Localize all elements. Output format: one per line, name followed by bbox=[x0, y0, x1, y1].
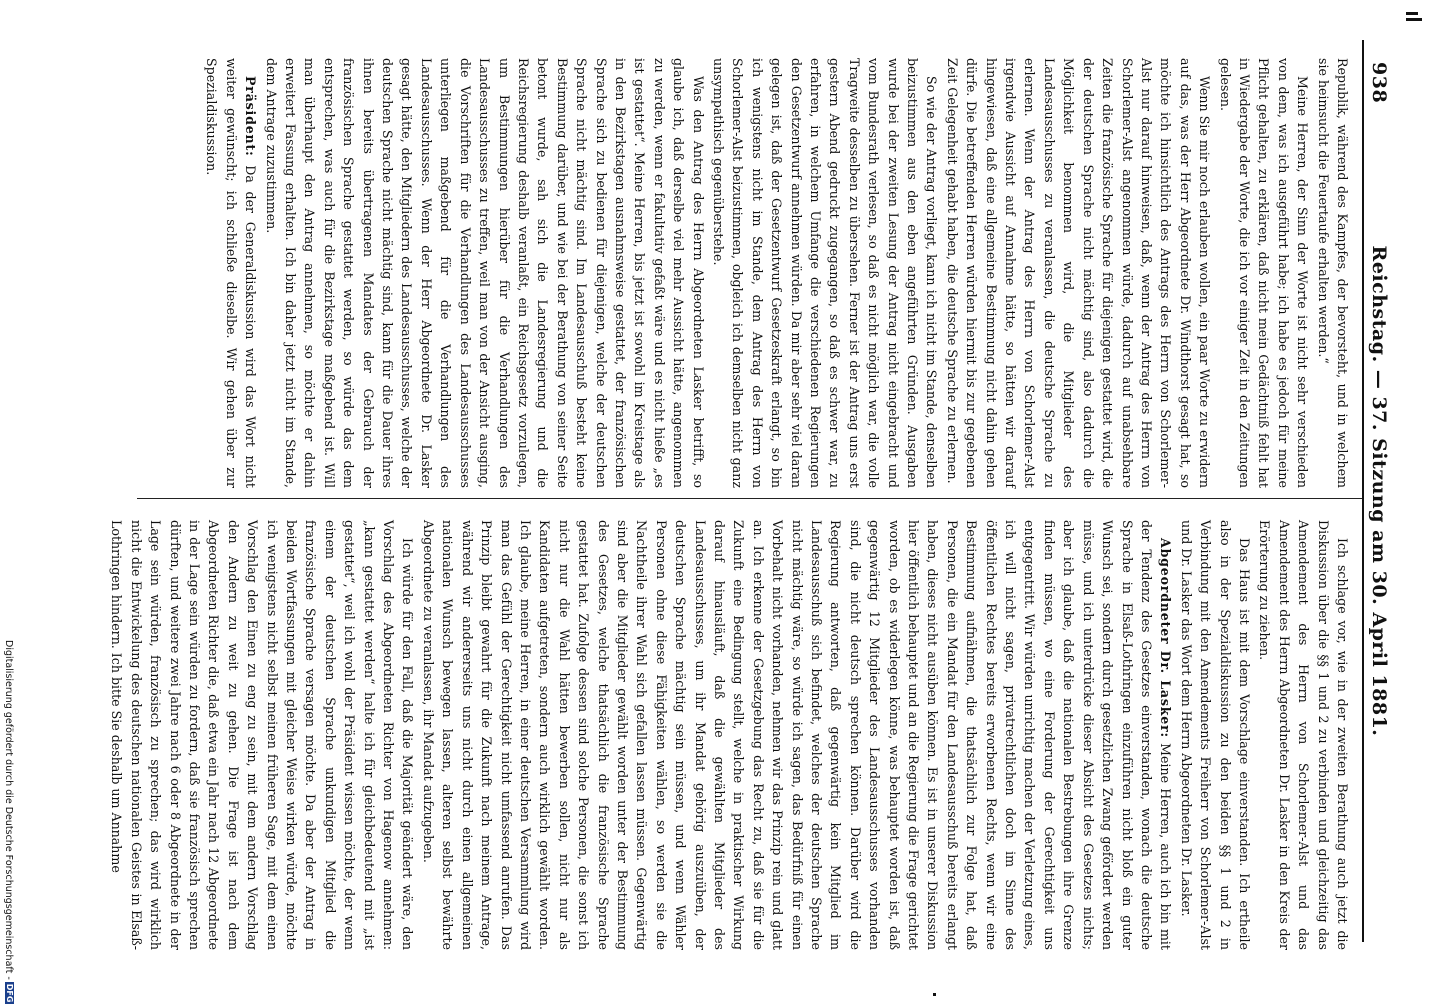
scan-mark bbox=[1406, 18, 1422, 21]
paragraph: Ich würde für den Fall, daß die Majorität geändert wäre, den Vorschlag des Abgeordneten Richter von Hagenow annehmen: „kann gestattet werden“ halte ich für gleichbedeutend mit „ist gestattet“, weil ich wohl der Präsident wissen möchte, der wenn einem der deutschen Sprache unkundigen Mitglied die französische Sprache versagen möchte. Da aber der Antrag in beiden Wortfassungen mit gleicher Weise wirken würde, möchte ich wenigstens nicht selbst meinen früheren Sage, mit dem einen Vorschlag den Einen zu eng zu sein, mit dem andern Vorschlag den Andern zu weit zu gehen. Die Frage ist nach dem Abgeordneten Richter die, daß etwa ein Jahr nach 12 Abgeordnete in der Lage sein würden zu fordern, daß sie französisch sprechen dürften, und weitere zwei Jahre nach 6 oder 8 Abgeordnete in der Lage sein würden, französisch zu sprechen; das wird wirklich nicht die Entwickelung des deutschen nationalen Geistes in Elsaß-Lothringen hindern. Ich bitte Sie deshalb um Annahme bbox=[109, 520, 416, 950]
speech-text: Meine Herren, auch ich bin mit der Tendenz des Gesetzes einverstanden, wonach die deutsche Sprache in Elsaß-Lothringen einzuführen nicht bloß ein guter Wunsch sei, sondern durch gesetzlichen Zwang gefördert werden müsse, und ich unterdrücke dieser Absicht des Gesetzes nichts; aber ich glaube, daß die nationalen Bestrebungen ihre Grenze finden müssen, wo eine Forderung der Gerechtigkeit uns entgegentritt. Wir würden unrichtig machen der Verletzung eines, ich will nicht sagen, privatrechtlichen doch im Sinne des öffentlichen Rechtes bereits erworbenen Rechts, wenn wir eine Bestimmung aufnähmen, die thatsächlich zur Folge hat, daß Personen, die ein Mandat für den Landesausschuß bereits erlangt haben, dieses nicht ausüben können. Es ist in unserer Diskussion hier öffentlich behauptet und an die Regierung die Frage gerichtet worden, ob es widerlegen könne, was behauptet worden ist, daß gegenwärtig 12 Mitglieder des Landesausschusses vorhanden sind, die nicht deutsch sprechen können. Darüber wird die Regierung antworten, daß gegenwärtig kein Mitglied im Landesausschuß sich befindet, welches der deutschen Sprache nicht mächtig wäre, so würde ich sagen, das Bedürfniß für einen Vorbehalt nicht vorhanden, nehmen wir das Prinzip rein und glatt an. Ich erkenne der Gesetzgebung das Recht zu, daß sie für die Zukunft eine Bedingung stellt, welche in praktischer Wirkung darauf hinausläuft, daß die gewählten Mitglieder des Landesausschusses, um ihr Mandat gehörig auszuüben, der deutschen Sprache mächtig sein müssen, und wenn Wähler Personen ohne diese Fähigkeiten wählen, so werden sie die Nachtheile ihrer Wahl sich gefallen lassen müssen. Gegenwärtig sind aber die Mitglieder gewählt worden unter der Bestimmung des Gesetzes, welche thatsächlich die französische Sprache gestattet hat. Zufolge dessen sind solche Personen, die sonst ich nicht nur die Wahl hätten bewerben sollen, nicht nur als Kandidaten aufgetreten, sondern auch wirklich gewählt worden. Ich glaube, meine Herren, in einer deutschen Versammlung wird man das Gefühl der Gerechtigkeit nicht umfassend anrufen. Das Prinzip bleibt gewahrt für die Zukunft nach meinem Antrage, während wir andererseits uns nicht durch einen allgemeinen nationalen Wunsch bewegen lassen, alteren selbst bewährte Abgeordnete zu veranlassen, ihr Mandat aufzugeben. bbox=[420, 520, 1174, 950]
page-number: 938 bbox=[1368, 62, 1390, 104]
credit-text: Digitalisierung gefördert durch die Deutsche Forschungsgemeinschaft - bbox=[3, 640, 14, 980]
running-title: Reichstag. — 37. Sitzung am 30. April 1881. bbox=[1368, 245, 1390, 737]
header-rule bbox=[1362, 40, 1364, 942]
paragraph: Republik, während des Kampfes, der bevorsteht, und in welchem sie heimsucht die Feuertaufe erhalten werden.“ bbox=[1315, 58, 1350, 488]
speech-paragraph bbox=[419, 520, 1176, 950]
right-column bbox=[109, 520, 1352, 950]
speech-text: Da der Generaldiskussion wird das Wort nicht weiter gewünscht; ich schließe dieselbe. Wir gehen über zur Spezialdiskussion. bbox=[204, 58, 259, 488]
digitization-credit bbox=[3, 640, 14, 1002]
speaker-name: Präsident: bbox=[243, 76, 259, 157]
column-divider bbox=[137, 498, 1362, 499]
paragraph: Wenn Sie mir noch erlauben wollen, ein paar Worte zu erwidern auf das, was der Herr Abgeordnete Dr. Windthorst gesagt hat, so möchte ich hinsichtlich des Antrags des Herrn von Schorlemer-Alst nur darauf hinweisen, daß, wenn der Antrag des Herrn von Schorlemer-Alst angenommen würde, dadurch auf unabsehbare Zeiten die französische Sprache für diejenigen gestattet wird, die der deutschen Sprache nicht mächtig sind, also dadurch die Möglichkeit benommen wird, die Mitglieder des Landesausschusses zu veranlassen, die deutsche Sprache zu erlernen. Wenn der Antrag des Herrn von Schorlemer-Alst irgendwie Aussicht auf Annahme hätte, so hätten wir darauf hingewiesen, daß eine allgemeine Bestimmung nicht dahin gehen dürfe. Die betreffenden Herren würden hiermit bis zur gegebenen Zeit Gelegenheit gehabt haben, die deutsche Sprache zu erlernen. bbox=[944, 58, 1213, 488]
paragraph: Meine Herren, der Sinn der Worte ist nicht sehr verschieden von dem, was ich ausgeführt habe; ich habe es jedoch für meine Pflicht gehalten, zu erklären, daß nicht mein Gedächtniß fehlt hat in Wiedergabe der Worte, die ich vor einiger Zeit in den Zeitungen gelesen. bbox=[1217, 58, 1311, 488]
president-remark bbox=[202, 58, 260, 488]
page-header bbox=[1364, 40, 1396, 942]
scan-speck bbox=[933, 993, 936, 996]
left-column bbox=[204, 58, 1352, 488]
scan-mark bbox=[1406, 12, 1418, 15]
dfg-logo: DFG bbox=[5, 983, 14, 1003]
speaker-name: Abgeordneter Dr. Lasker: bbox=[1158, 538, 1174, 739]
paragraph: Das Haus ist mit dem Vorschlage einverstanden. Ich ertheile also in der Spezialdiskussion zu den beiden §§ 1 und 2 in Verbindung mit den Amendements Freiherr von Schorlemer-Alst und Dr. Lasker das Wort dem Herrn Abgeordneten Dr. Lasker. bbox=[1178, 520, 1252, 950]
paragraph: Was den Antrag des Herrn Abgeordneten Lasker betrifft, so glaube ich, daß derselbe viel mehr Aussicht hätte, angenommen zu werden, wenn er fakultativ gefaßt wäre und es nicht hieße „es ist gestattet“. Meine Herren, bis jetzt ist sowohl im Kreistage als in den Bezirkstagen ausnahmsweise gestattet, der französischen Sprache sich zu bedienen für diejenigen, welche der deutschen Sprache nicht mächtig sind. Im Landesausschuß besteht keine Bestimmung darüber, und wie bei der Berathung von seiner Seite betont wurde, sah sich die Landesregierung und die Reichsregierung deshalb veranlaßt, ein Reichsgesetz vorzulegen, um Bestimmungen hierüber für die Verhandlungen des Landesausschusses zu treffen, weil man von der Ansicht ausging, die Vorschriften für die Verhandlungen des Landesausschusses unterliegen maßgebend für die Verhandlungen des Landesausschusses. Wenn der Herr Abgeordnete Dr. Lasker gesagt hätte, den Mitgliedern des Landesausschusses, welche der deutschen Sprache nicht mächtig sind, kann für die Dauer ihres ihnen bereits übertragenen Mandates der Gebrauch der französischen Sprache gestattet werden, so würde das dem entsprechen, was auch für die Bezirkstage maßgebend ist. Will man überhaupt den Antrag annehmen, so möchte er dahin erweitert Fassung erhalten. Ich bin daher jetzt nicht im Stande, dem Antrage zuzustimmen. bbox=[263, 58, 706, 488]
paragraph: So wie der Antrag vorliegt, kann ich nicht im Stande, denselben beizustimmen aus den eben angeführten Gründen. Ausgaben wurde bei der zweiten Lesung der Antrag nicht eingebracht und vom Bundesrath verlesen, so daß es nicht möglich war, die volle Tragweite desselben zu übersehen. Ferner ist der Antrag uns erst gestern Abend gedruckt zugegangen, so daß es schwer war, zu erfahren, in welchem Umfange die verschiedenen Regierungen den Gesetzentwurf annehmen würden. Da mir aber sehr viel daran gelegen ist, daß der Gesetzentwurf Gesetzeskraft erlangt, so bin ich wenigstens nicht im Stande, dem Antrag des Herrn von Schorlemer-Alst beizustimmen, obgleich ich demselben nicht ganz unsympathisch gegenüberstehe. bbox=[711, 58, 940, 488]
paragraph: Ich schlage vor, wie in der zweiten Berathung auch jetzt die Diskussion über die §§ 1 und 2 zu verbinden und gleichzeitig das Amendement des Herrn von Schorlemer-Alst und das Amendement des Herrn Abgeordneten Dr. Lasker in den Kreis der Erörterung zu ziehen. bbox=[1257, 520, 1350, 950]
